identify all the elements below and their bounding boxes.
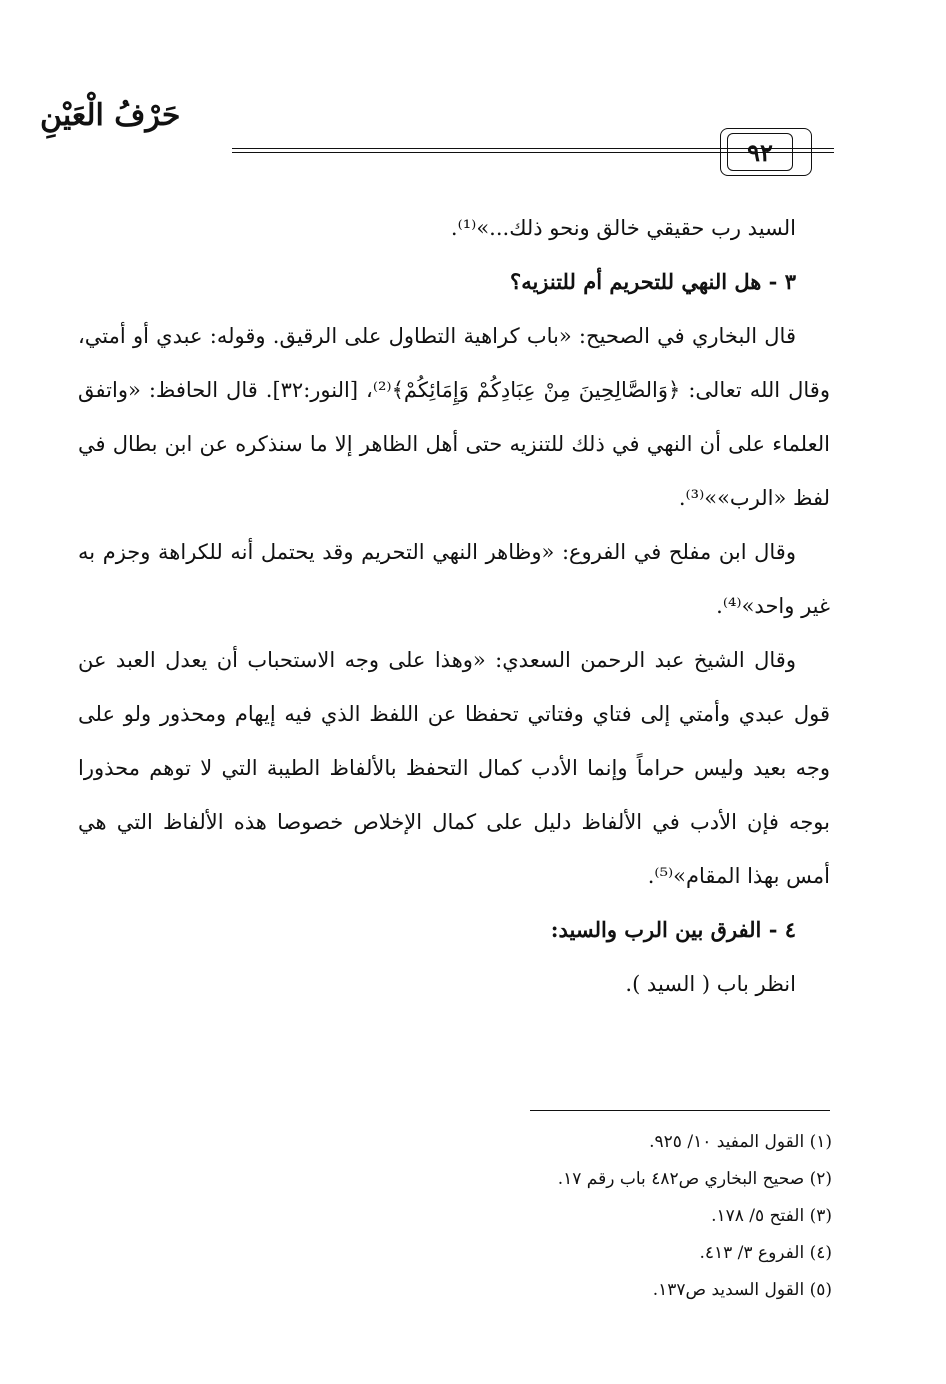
section-heading: ٣ - هل النهي للتحريم أم للتنزيه؟ [510,269,796,294]
page-number: ٩٢ [727,133,793,171]
footnotes [400,1124,832,1309]
paragraph: وقال الشيخ عبد الرحمن السعدي: «وهذا على وجه الاستحباب أن يعدل العبد عن قول عبدي وأمتي إلى فتاي وفتاتي تحفظا عن اللفظ الذي فيه إيهام ومحذور ولو على وجه بعيد وليس حراماً وإنما الأدب كمال التحفظ بالألفاظ الطيبة التي لا توهم محذورا بوجه فإن الأدب في الألفاظ دليل على كمال الإخلاص خصوصا هذه الألفاظ التي هي أمس بهذا المقام»⁽⁵⁾. [78,648,830,888]
footnote-separator [530,1110,830,1111]
footnote: (١) القول المفيد ١٠/ ٩٢٥. [649,1132,832,1152]
footnote: (٢) صحيح البخاري ص٤٨٢ باب رقم ١٧. [557,1169,832,1189]
footnote: (٤) الفروع ٣/ ٤١٣. [699,1243,832,1263]
paragraph: وقال ابن مفلح في الفروع: «وظاهر النهي التحريم وقد يحتمل أنه للكراهة وجزم به غير واحد»⁽⁴⁾. [78,540,830,618]
running-title: حَرْفُ الْعَيْنِ [40,98,181,133]
section-heading: ٤ - الفرق بين الرب والسيد: [550,917,796,942]
footnote: (٥) القول السديد ص١٣٧. [652,1280,832,1300]
paragraph: قال البخاري في الصحيح: «باب كراهية التطاول على الرقيق. وقوله: عبدي أو أمتي، وقال الله تعالى: ﴿وَالصَّالِحِينَ مِنْ عِبَادِكُمْ وَإِمَائِكُمْ﴾⁽²⁾، [النور:٣٢]. قال الحافظ: «واتفق العلماء على أن النهي في ذلك للتنزيه حتى أهل الظاهر إلا ما سنذكره عن ابن بطال في لفظ «الرب»»⁽³⁾. [78,324,830,510]
paragraph: السيد رب حقيقي خالق ونحو ذلك...»⁽¹⁾. [450,216,796,240]
footnote: (٣) الفتح ٥/ ١٧٨. [711,1206,832,1226]
paragraph: انظر باب ( السيد ). [625,972,796,996]
main-text [78,201,830,1011]
